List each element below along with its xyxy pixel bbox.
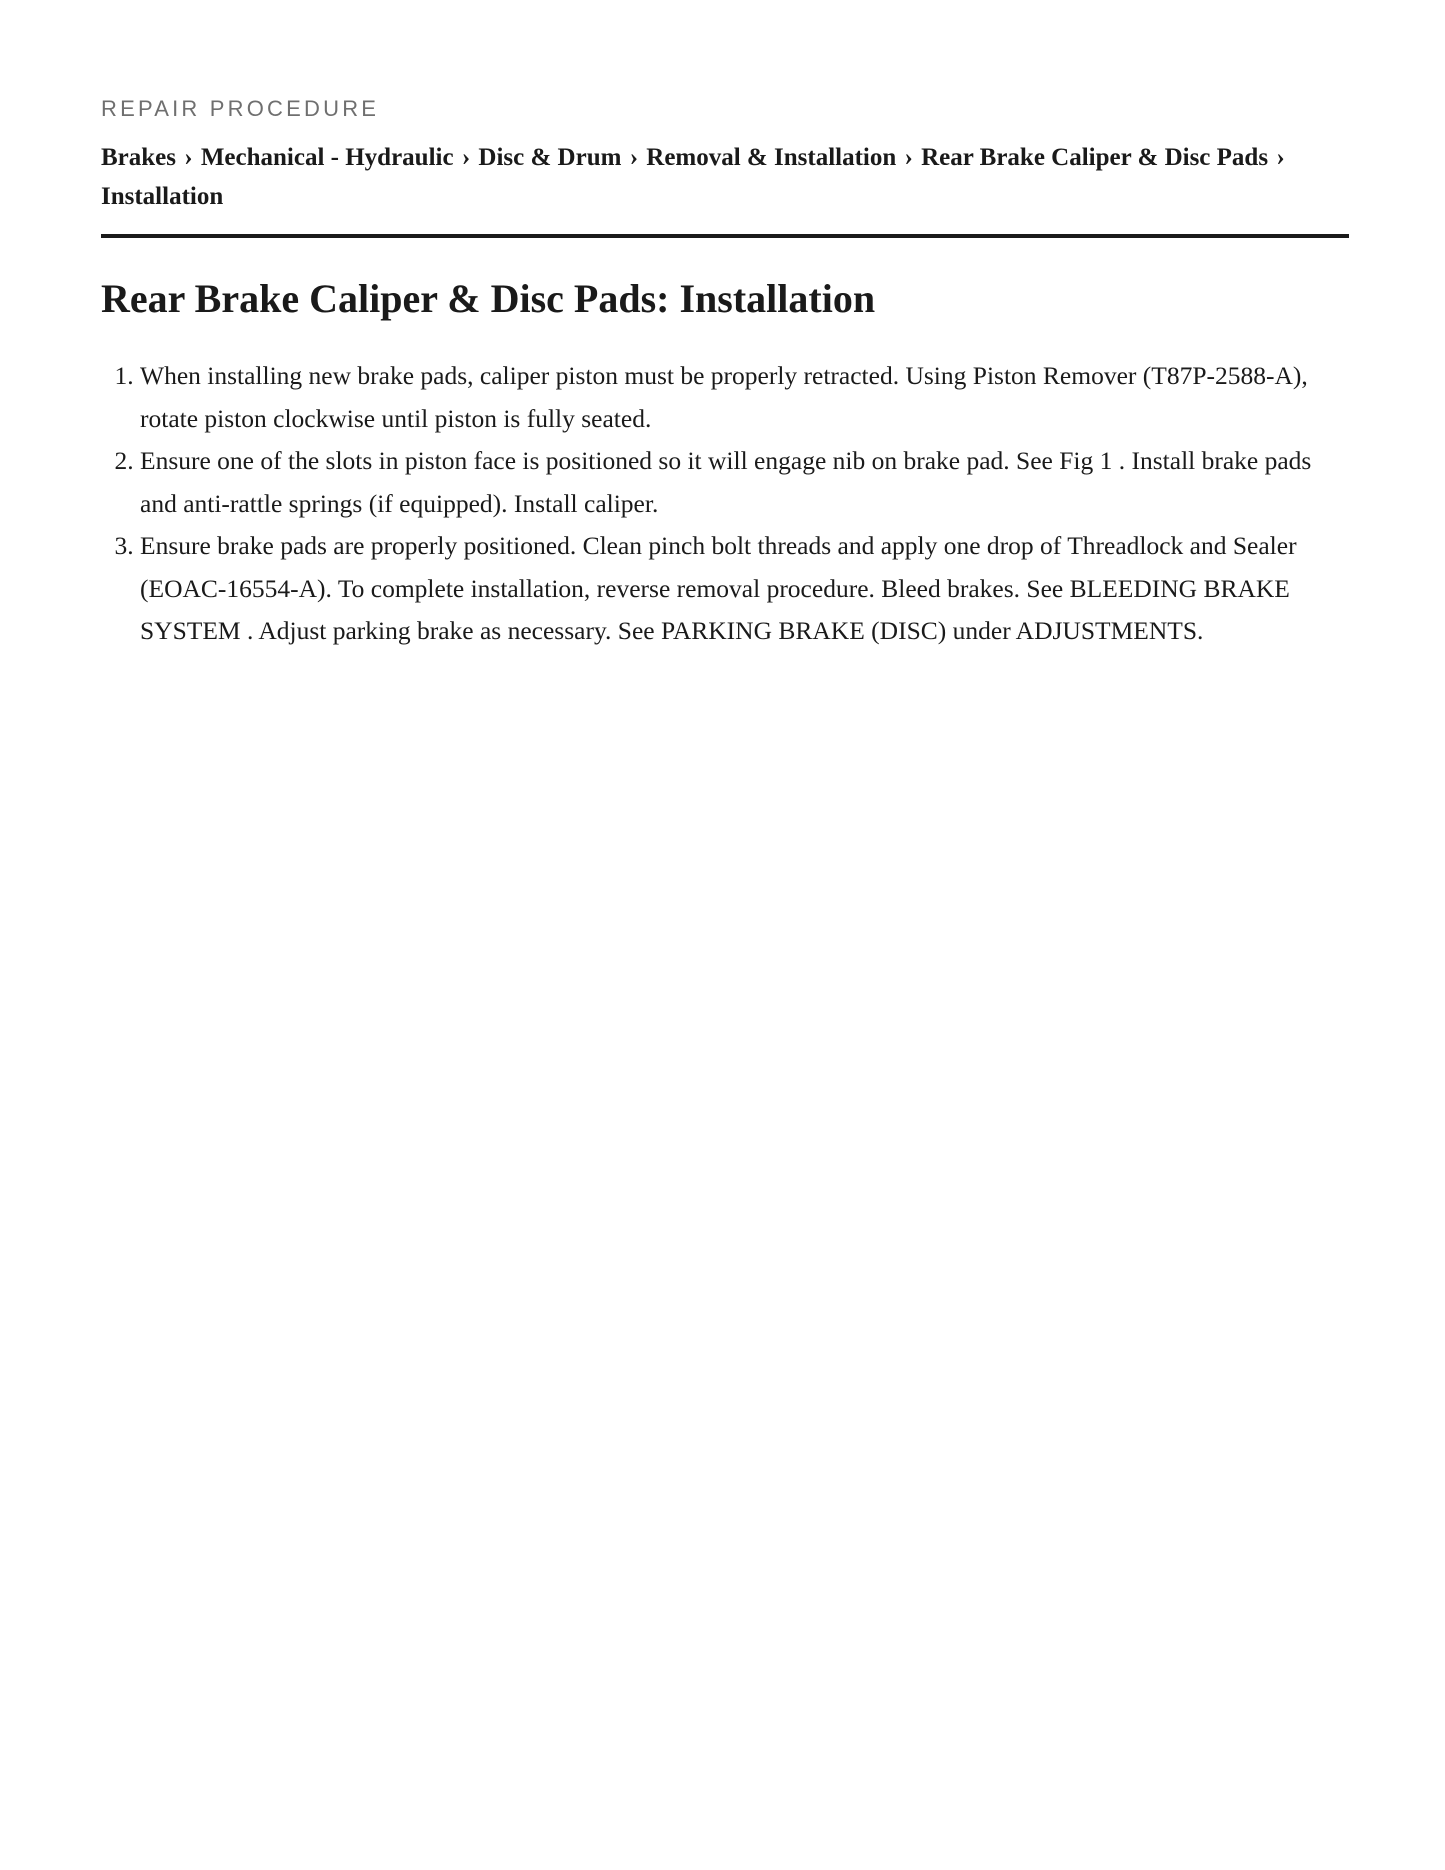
breadcrumb (101, 138, 1349, 216)
header-divider (101, 234, 1349, 238)
section-kicker: REPAIR PROCEDURE (101, 96, 380, 121)
breadcrumb-item-rear-brake-caliper[interactable]: Rear Brake Caliper & Disc Pads (921, 144, 1269, 171)
breadcrumb-separator: › (629, 144, 639, 171)
procedure-step-3: 3. Ensure brake pads are properly positioned. Clean pinch bolt threads and apply one drop of Threadlock and Sealer (EOAC-16554-A). To complete installation, reverse removal procedure. Bleed brakes. See BLEEDING BRAKE SYSTEM . Adjust parking brake as necessary. See PARKING BRAKE (DISC) under ADJUSTMENTS. (140, 525, 1349, 653)
page-title: Rear Brake Caliper & Disc Pads: Installation (101, 276, 876, 321)
breadcrumb-separator: › (904, 144, 913, 171)
breadcrumb-item-removal-installation[interactable]: Removal & Installation (646, 144, 897, 171)
breadcrumb-item-installation: Installation (101, 183, 224, 210)
procedure-step-2: 2. Ensure one of the slots in piston face is positioned so it will engage nib on brake pad. See Fig 1 . Install brake pads and anti-rattle springs (if equipped). Install caliper. (140, 440, 1349, 525)
breadcrumb-item-brakes[interactable]: Brakes (101, 144, 176, 171)
procedure-step-1: 1. When installing new brake pads, caliper piston must be properly retracted. Using Piston Remover (T87P-2588-A), rotate piston clockwise until piston is fully seated. (140, 355, 1349, 440)
breadcrumb-separator: › (184, 144, 193, 171)
breadcrumb-separator: › (1276, 144, 1285, 171)
breadcrumb-separator: › (461, 144, 471, 171)
breadcrumb-item-disc-drum[interactable]: Disc & Drum (478, 144, 622, 171)
breadcrumb-item-mechanical-hydraulic[interactable]: Mechanical - Hydraulic (200, 144, 454, 171)
document-page (101, 96, 1349, 653)
procedure-steps (101, 355, 1349, 653)
